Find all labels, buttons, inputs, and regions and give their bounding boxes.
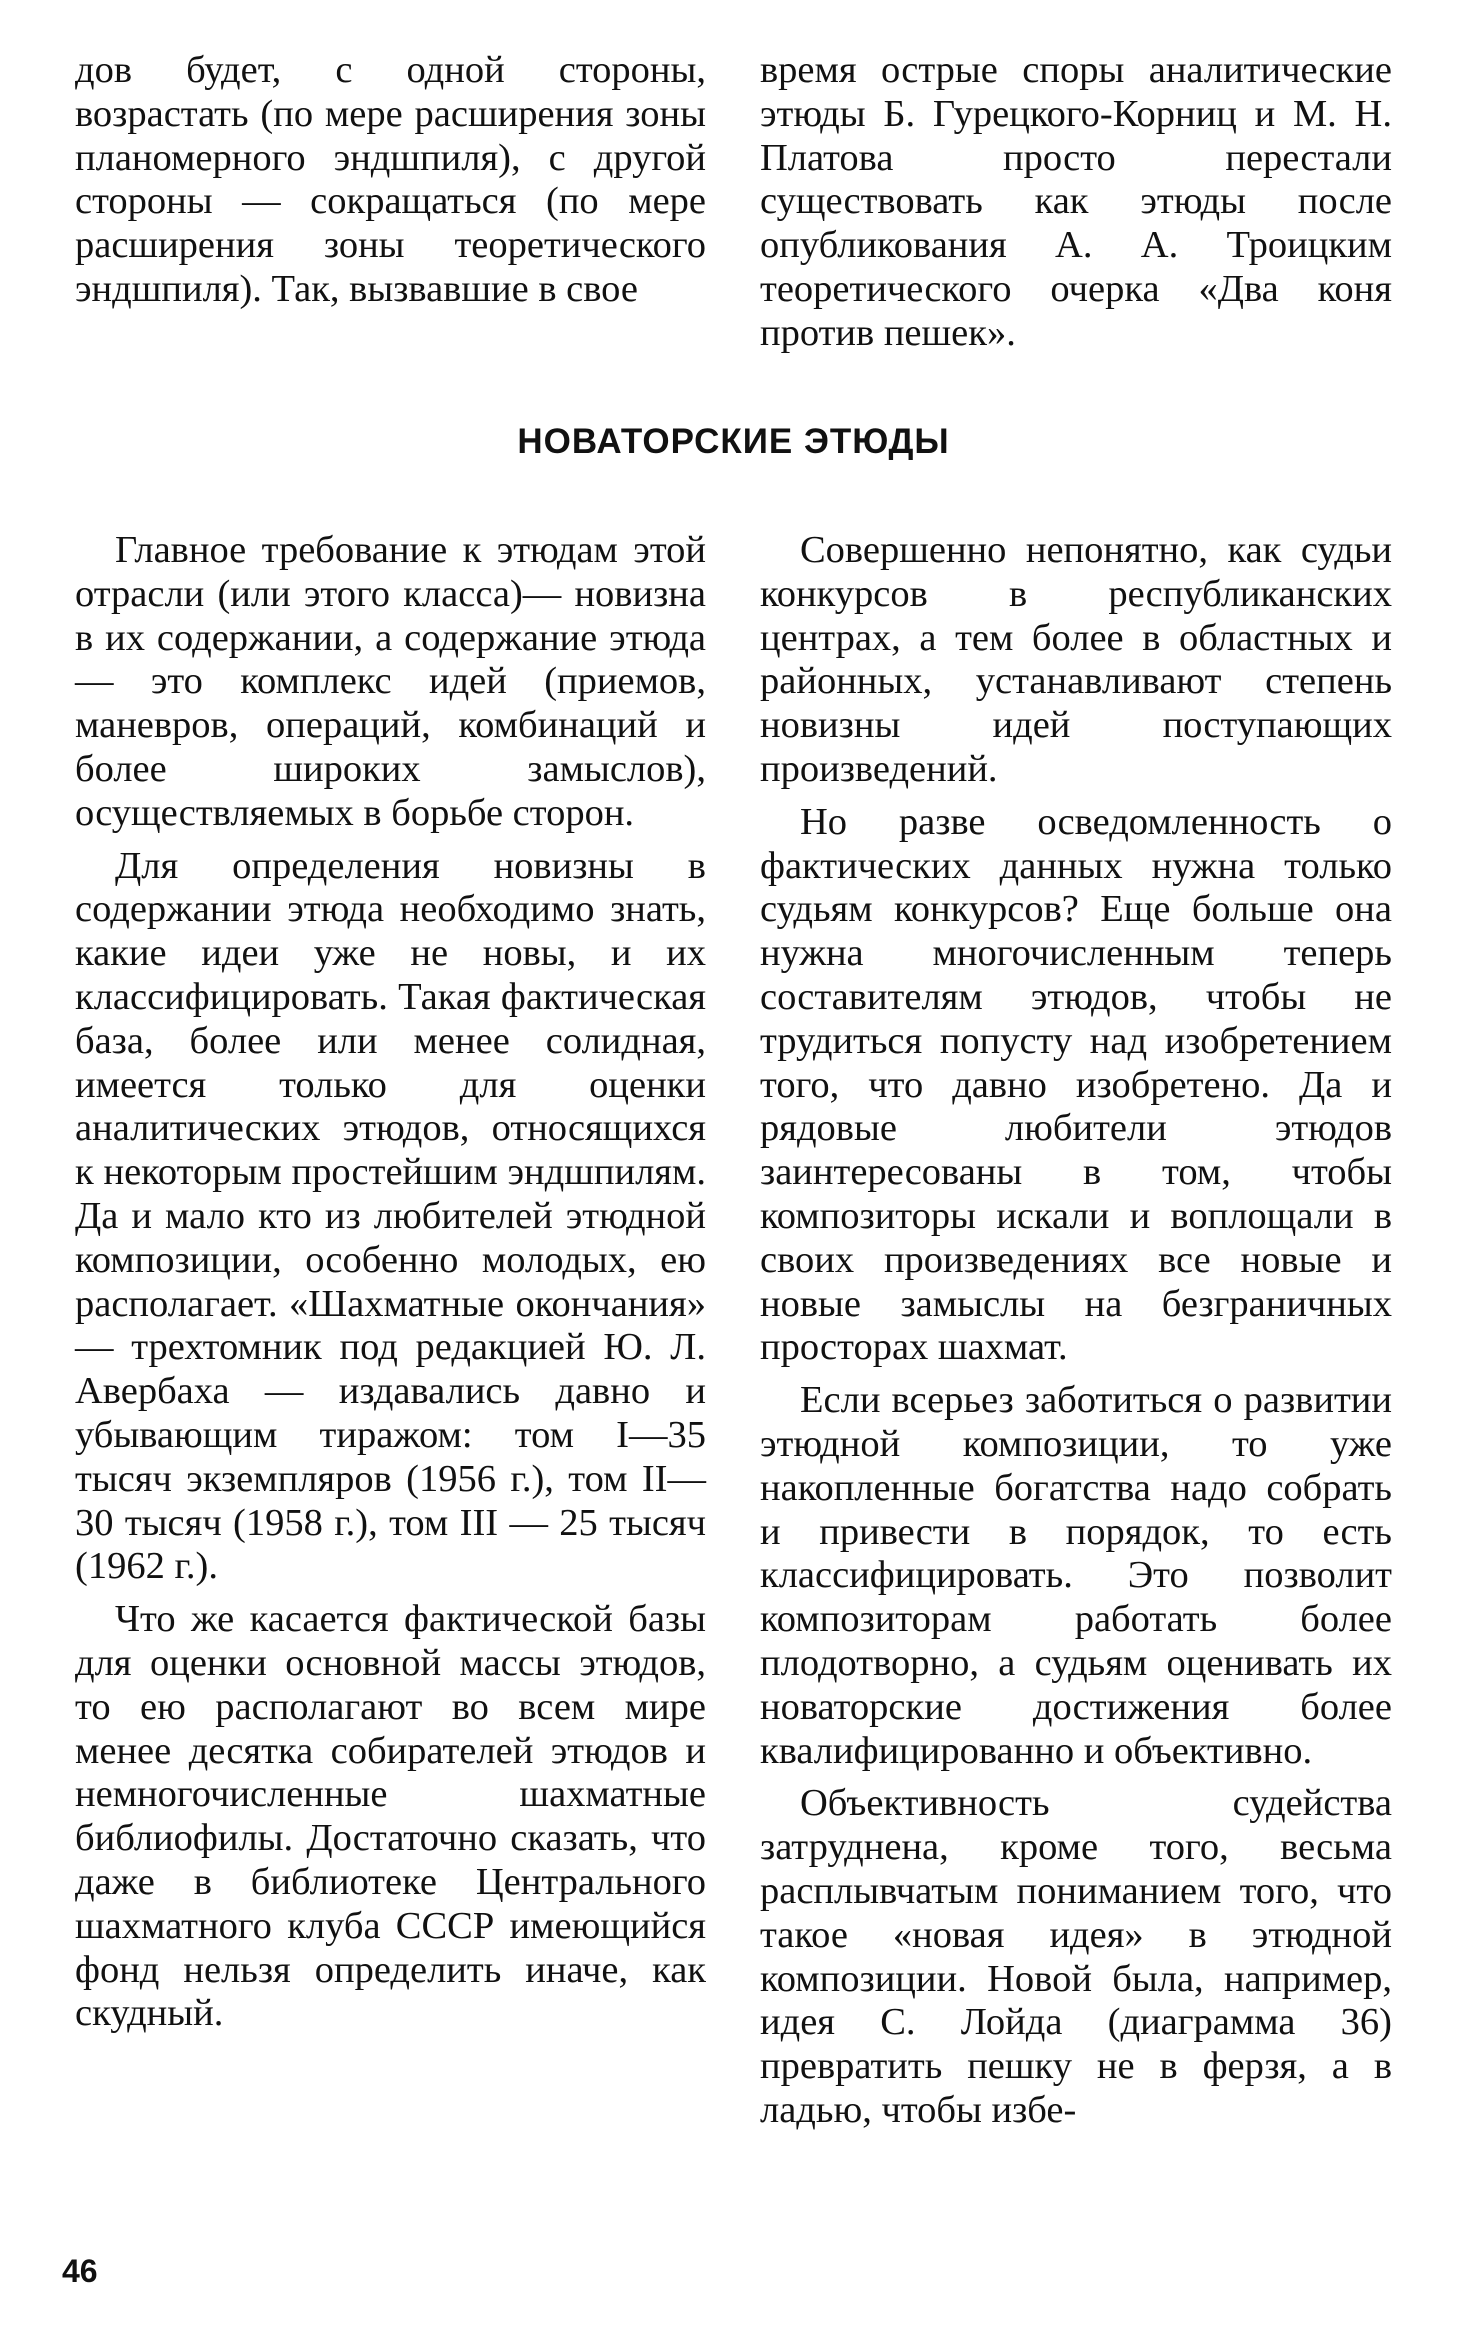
paragraph: Объективность судейства затруднена, кроме того, весьма расплывчатым пониманием того, что такое «новая идея» в этюдной композиции. Новой была, например, идея С. Лойда (диаграмма 36) превратить пешку не в ферзя, а в ладью, чтобы избе-	[760, 1782, 1392, 2131]
right-text-column	[760, 529, 1392, 2133]
continued-paragraph-right: время острые споры аналитические этюды Б. Гурецкого-Корниц и М. Н. Платова просто перестали существовать как этюды после опубликования А. А. Троицким теоретического очерка «Два коня против пешек».	[760, 49, 1392, 354]
top-left-text-column	[75, 49, 706, 312]
paragraph: Совершенно непонятно, как судьи конкурсов в республиканских центрах, а тем более в областных и районных, устанавливают степень новизны идей поступающих произведений.	[760, 529, 1392, 790]
left-text-column	[75, 529, 706, 2036]
paragraph: Но разве осведомленность о фактических данных нужна только судьям конкурсов? Еще больше она нужна многочисленным теперь составителям этюдов, чтобы не трудиться попусту над изобретением того, что давно изобретено. Да и рядовые любители этюдов заинтересованы в том, чтобы композиторы искали и воплощали в своих произведениях все новые и новые замыслы на безграничных просторах шахмат.	[760, 800, 1392, 1369]
section-heading: НОВАТОРСКИЕ ЭТЮДЫ	[517, 422, 950, 461]
paragraph: Главное требование к этюдам этой отрасли (или этого класса)— новизна в их содержании, а содержание этюда — это комплекс идей (приемов, маневров, операций, комбинаций и более широких замыслов), осуществляемых в борьбе сторон.	[75, 529, 706, 834]
paragraph: Для определения новизны в содержании этюда необходимо знать, какие идеи уже не новы, и их классифицировать. Такая фактическая база, более или менее солидная, имеется только для оценки аналитических этюдов, относящихся к некоторым простейшим эндшпилям. Да и мало кто из любителей этюдной композиции, особенно молодых, ею располагает. «Шахматные окончания» — трехтомник под редакцией Ю. Л. Авербаха — издавались давно и убывающим тиражом: том I—35 тысяч экземпляров (1956 г.), том II— 30 тысяч (1958 г.), том III — 25 тысяч (1962 г.).	[75, 844, 706, 1588]
page-number: 46	[62, 2253, 98, 2289]
paragraph: Что же касается фактической базы для оценки основной массы этюдов, то ею располагают во всем мире менее десятка собирателей этюдов и немногочисленные шахматные библиофилы. Достаточно сказать, что даже в библиотеке Центрального шахматного клуба СССР имеющийся фонд нельзя определить иначе, как скудный.	[75, 1598, 706, 2035]
paragraph: Если всерьез заботиться о развитии этюдной композиции, то уже накопленные богатства надо собрать и привести в порядок, то есть классифицировать. Это позволит композиторам работать более плодотворно, а судьям оценивать их новаторские достижения более квалифицированно и объективно.	[760, 1379, 1392, 1772]
continued-paragraph-left: дов будет, с одной стороны, возрастать (по мере расширения зоны планомерного эндшпиля), с другой стороны — сокращаться (по мере расширения зоны теоретического эндшпиля). Так, вызвавшие в свое	[75, 49, 706, 310]
top-right-text-column	[760, 49, 1392, 356]
